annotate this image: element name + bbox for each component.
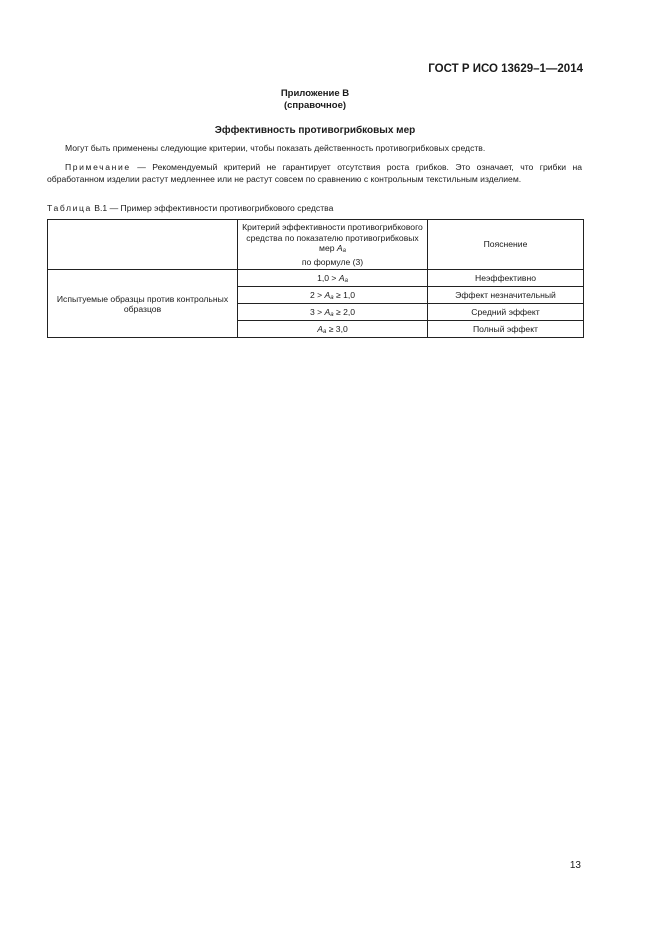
annex-heading	[0, 88, 630, 112]
header-criterion-sub: a	[342, 248, 346, 254]
criterion-var: A	[338, 272, 345, 283]
paragraph-criteria: Могут быть применены следующие критерии, чтобы показать действенность противогрибковых средств.	[65, 143, 486, 153]
header-criterion-text: Критерий эффективности противогрибкового средства по показателю противогрибковых мер	[242, 222, 423, 253]
effectiveness-table	[47, 219, 584, 338]
header-criterion-tail: по формуле (3)	[301, 256, 364, 267]
criterion-post: ≥ 2,0	[333, 306, 356, 317]
criterion-cell	[238, 321, 428, 338]
criterion-sub: а	[330, 294, 334, 301]
criterion-var: A	[324, 306, 331, 317]
criterion-pre: 1,0 >	[317, 272, 339, 283]
note-paragraph	[47, 162, 582, 185]
criterion-pre: 2 >	[309, 289, 325, 300]
annex-subtitle: (справочное)	[283, 100, 347, 111]
header-cell-explanation: Пояснение	[428, 220, 584, 270]
table-row	[48, 270, 584, 287]
row-label-cell: Испытуемые образцы против контрольных образцов	[48, 270, 238, 338]
explanation-cell: Полный эффект	[428, 321, 584, 338]
header-criterion-var: A	[336, 243, 343, 253]
criterion-post: ≥ 3,0	[326, 323, 348, 334]
table-caption	[47, 203, 333, 213]
explanation-cell: Неэффективно	[428, 270, 584, 287]
page-number: 13	[569, 860, 581, 871]
table-header-row	[48, 220, 584, 270]
explanation-cell: Средний эффект	[428, 304, 584, 321]
header-cell-empty	[48, 220, 238, 270]
criterion-sub: а	[322, 328, 327, 335]
explanation-cell: Эффект незначительный	[428, 287, 584, 304]
criterion-cell	[238, 287, 428, 304]
criterion-pre: 3 >	[309, 306, 325, 317]
table-caption-label: Таблица	[47, 203, 92, 213]
criterion-post: ≥ 1,0	[333, 289, 356, 300]
note-label: Примечание	[65, 162, 131, 172]
criterion-sub: а	[344, 277, 348, 284]
criterion-sub: а	[330, 311, 334, 318]
criterion-cell	[238, 304, 428, 321]
criterion-cell	[238, 270, 428, 287]
header-cell-criterion	[238, 220, 428, 270]
note-text: — Рекомендуемый критерий не гарантирует отсутствия роста грибков. Это означает, что грибки на обработанном изделии растут медленнее или не растут совсем по сравнению с контрольным текстильным изделием.	[47, 162, 582, 184]
table-caption-text: В.1 — Пример эффективности противогрибкового средства	[91, 203, 334, 213]
criterion-var: A	[324, 289, 331, 300]
document-code: ГОСТ Р ИСО 13629–1—2014	[428, 63, 583, 75]
criterion-var: A	[317, 323, 323, 334]
section-title: Эффективность противогрибковых мер	[214, 125, 416, 136]
annex-title: Приложение В	[280, 88, 350, 99]
